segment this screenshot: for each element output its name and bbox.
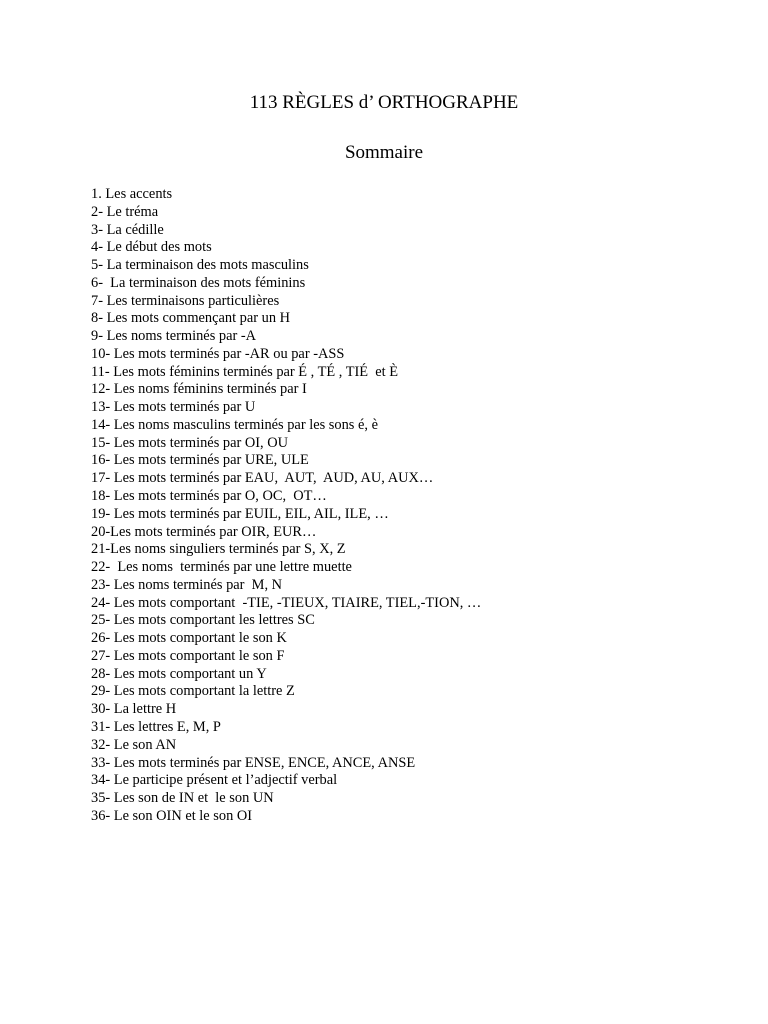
toc-item: 21-Les noms singuliers terminés par S, X, Z <box>91 541 346 558</box>
toc-item: 2- Le tréma <box>91 203 159 220</box>
toc-item: 27- Les mots comportant le son F <box>91 647 285 664</box>
toc-item: 14- Les noms masculins terminés par les sons é, è <box>91 416 378 433</box>
toc-item: 15- Les mots terminés par OI, OU <box>91 434 289 451</box>
toc-item: 24- Les mots comportant -TIE, -TIEUX, TIAIRE, TIEL,-TION, … <box>91 594 482 611</box>
toc-item: 10- Les mots terminés par -AR ou par -ASS <box>91 345 345 362</box>
toc-item: 36- Le son OIN et le son OI <box>91 807 253 824</box>
toc-item: 16- Les mots terminés par URE, ULE <box>91 452 309 469</box>
toc-item: 4- Le début des mots <box>91 239 212 256</box>
toc-item: 12- Les noms féminins terminés par I <box>91 381 307 398</box>
table-of-contents <box>91 186 481 826</box>
toc-item: 17- Les mots terminés par EAU, AUT, AUD, AU, AUX… <box>91 470 434 487</box>
toc-item: 3- La cédille <box>91 221 164 238</box>
toc-item: 30- La lettre H <box>91 701 177 718</box>
toc-item: 18- Les mots terminés par O, OC, OT… <box>91 488 327 505</box>
toc-item: 5- La terminaison des mots masculins <box>91 257 309 274</box>
toc-item: 19- Les mots terminés par EUIL, EIL, AIL, ILE, … <box>91 505 389 522</box>
document-subtitle: Sommaire <box>344 142 424 163</box>
toc-item: 22- Les noms terminés par une lettre muette <box>91 559 352 576</box>
toc-item: 26- Les mots comportant le son K <box>91 630 287 647</box>
document-title: 113 RÈGLES d’ ORTHOGRAPHE <box>249 92 519 113</box>
toc-item: 35- Les son de IN et le son UN <box>91 790 274 807</box>
toc-item: 20-Les mots terminés par OIR, EUR… <box>91 523 317 540</box>
toc-item: 31- Les lettres E, M, P <box>91 718 221 735</box>
toc-item: 1. Les accents <box>91 186 173 202</box>
toc-item: 29- Les mots comportant la lettre Z <box>91 683 295 700</box>
toc-item: 25- Les mots comportant les lettres SC <box>91 612 315 629</box>
toc-item: 6- La terminaison des mots féminins <box>91 274 306 291</box>
toc-item: 28- Les mots comportant un Y <box>91 665 267 682</box>
toc-item: 32- Le son AN <box>91 736 177 753</box>
toc-item: 7- Les terminaisons particulières <box>91 292 280 309</box>
toc-item: 33- Les mots terminés par ENSE, ENCE, ANCE, ANSE <box>91 754 416 771</box>
toc-item: 34- Le participe présent et l’adjectif verbal <box>91 772 338 789</box>
toc-item: 11- Les mots féminins terminés par É , TÉ , TIÉ et È <box>91 363 399 380</box>
toc-item: 13- Les mots terminés par U <box>91 399 256 416</box>
toc-item: 8- Les mots commençant par un H <box>91 310 291 327</box>
toc-item: 9- Les noms terminés par -A <box>91 328 257 345</box>
toc-item: 23- Les noms terminés par M, N <box>91 576 283 593</box>
